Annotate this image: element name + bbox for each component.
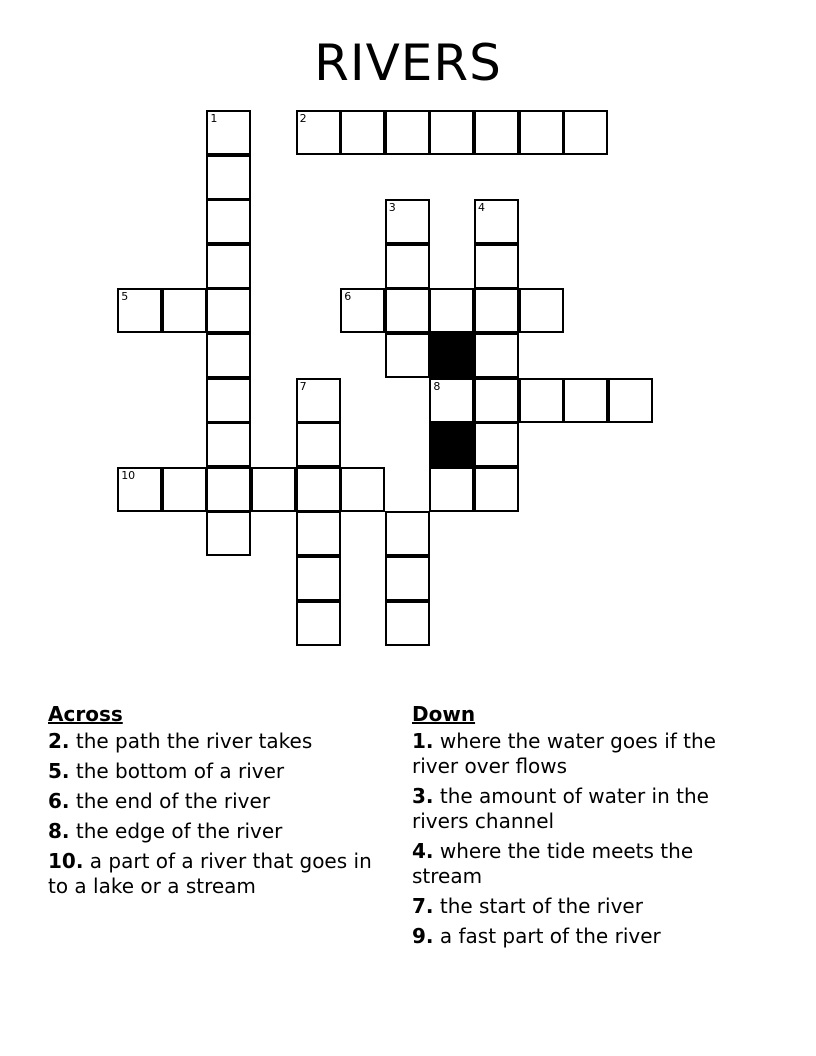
clue-number-label: 10 [121,468,136,482]
clue-number: 7. [412,894,434,918]
crossword-cell[interactable] [474,288,519,333]
crossword-cell[interactable] [385,511,430,556]
clue-number-label: 7 [299,379,307,393]
clue-text: the start of the river [433,894,643,918]
clue-number-label: 1 [210,112,218,125]
clue-number-label: 4 [478,201,485,215]
crossword-cell[interactable] [429,467,474,512]
crossword-cell[interactable] [429,110,474,155]
crossword-cell[interactable] [474,110,519,155]
crossword-block [429,422,474,467]
crossword-cell[interactable] [429,288,474,333]
clue-down-1 [412,729,757,779]
crossword-cell[interactable] [206,288,251,333]
crossword-cell[interactable] [296,422,341,467]
crossword-cell[interactable] [385,601,430,646]
crossword-cell[interactable] [296,378,341,423]
page-title: RIVERS [314,34,502,92]
crossword-cell[interactable] [206,467,251,512]
crossword-cell[interactable] [474,422,519,467]
clue-text: a part of a river that goes in to a lake or a stream [48,849,372,898]
clue-number-label: 3 [388,201,396,215]
clue-text: a fast part of the river [433,924,661,948]
crossword-cell[interactable] [385,199,430,244]
crossword-cell[interactable] [206,244,251,289]
clue-text: the edge of the river [69,819,283,843]
clue-number: 5. [48,759,70,783]
clue-text: where the water goes if the river over flows [412,729,716,778]
crossword-cell[interactable] [474,199,519,244]
crossword-cell[interactable] [519,288,564,333]
crossword-cell[interactable] [474,467,519,512]
clue-text: the end of the river [69,789,271,813]
crossword-block [429,333,474,378]
clue-number: 2. [48,729,70,753]
clue-text: the bottom of a river [69,759,285,783]
clue-down-3 [412,784,757,834]
clue-down-9 [412,924,757,949]
down-heading: Down [412,702,476,726]
crossword-cell[interactable] [296,601,341,646]
clue-number: 6. [48,789,70,813]
clue-number-label: 2 [299,112,307,125]
crossword-cell[interactable] [563,110,608,155]
clue-across-8 [48,819,398,844]
clue-number: 10. [48,849,84,873]
crossword-cell[interactable] [206,199,251,244]
crossword-cell[interactable] [340,467,385,512]
crossword-cell[interactable] [474,244,519,289]
crossword-cell[interactable] [340,110,385,155]
clue-text: the path the river takes [69,729,313,753]
clue-number: 8. [48,819,70,843]
crossword-cell[interactable] [519,378,564,423]
clue-across-10 [48,849,398,899]
clue-down-7 [412,894,757,919]
clue-across-2 [48,729,398,754]
across-clues [48,702,398,904]
crossword-cell[interactable] [206,333,251,378]
clue-across-6 [48,789,398,814]
crossword-cell[interactable] [519,110,564,155]
crossword-cell[interactable] [296,556,341,601]
across-heading: Across [48,702,123,726]
clue-number-label: 8 [433,379,441,393]
crossword-cell[interactable] [206,155,251,200]
crossword-cell[interactable] [296,511,341,556]
crossword-cell[interactable] [385,288,430,333]
clue-text: the amount of water in the rivers channel [412,784,709,833]
crossword-cell[interactable] [206,422,251,467]
clue-down-4 [412,839,757,889]
crossword-cell[interactable] [162,288,207,333]
crossword-cell[interactable] [117,288,162,333]
crossword-cell[interactable] [385,110,430,155]
crossword-cell[interactable] [206,378,251,423]
crossword-cell[interactable] [296,110,341,155]
crossword-cell[interactable] [429,378,474,423]
crossword-cell[interactable] [251,467,296,512]
crossword-cell[interactable] [608,378,653,423]
crossword-cell[interactable] [206,511,251,556]
clue-number-label: 6 [344,290,352,304]
clue-number-label: 5 [121,290,129,304]
clue-number: 1. [412,729,434,753]
crossword-cell[interactable] [206,110,251,155]
clue-text: where the tide meets the stream [412,839,694,888]
crossword-cell[interactable] [474,333,519,378]
clue-number: 4. [412,839,434,863]
crossword-cell[interactable] [162,467,207,512]
crossword-cell[interactable] [563,378,608,423]
crossword-cell[interactable] [296,467,341,512]
crossword-cell[interactable] [117,467,162,512]
crossword-cell[interactable] [385,556,430,601]
clue-across-5 [48,759,398,784]
crossword-cell[interactable] [474,378,519,423]
down-clues [412,702,757,954]
clue-number: 3. [412,784,434,808]
crossword-cell[interactable] [385,244,430,289]
crossword-cell[interactable] [385,333,430,378]
clue-number: 9. [412,924,434,948]
crossword-cell[interactable] [340,288,385,333]
